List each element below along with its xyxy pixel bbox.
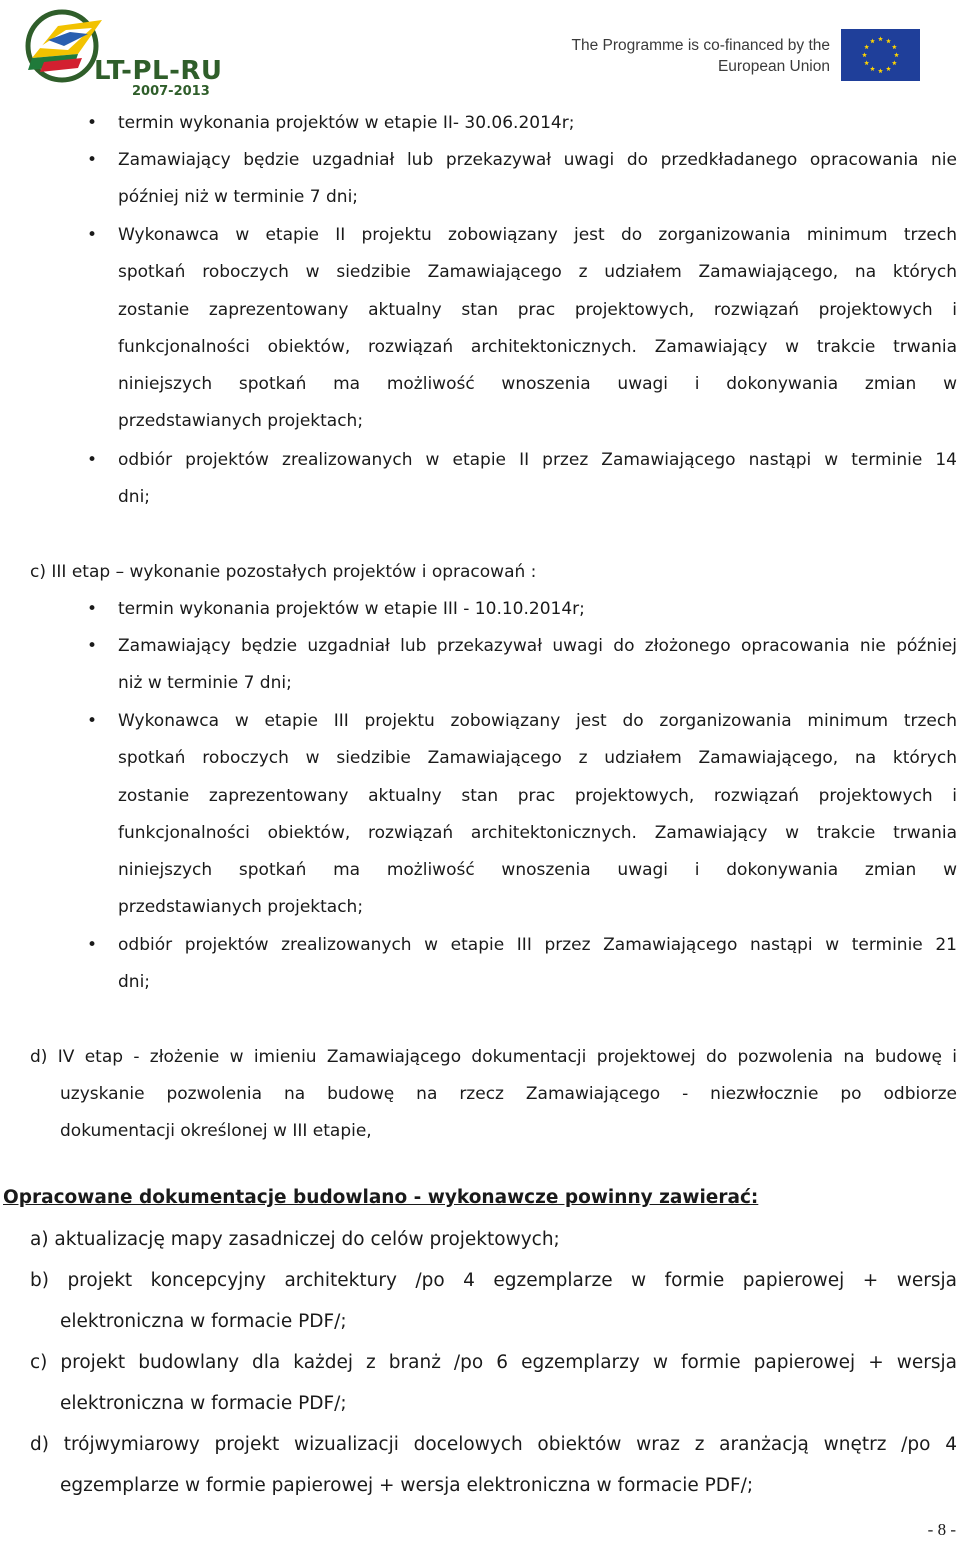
bullet-icon: • [87, 225, 98, 245]
programme-line-2: European Union [717, 58, 830, 75]
list-item-continuation: elektroniczna w formacie PDF/; [60, 1311, 347, 1332]
bullet-icon: • [87, 113, 98, 133]
bullet-icon: • [87, 150, 98, 170]
list-item: • Zamawiający będzie uzgadniał lub przekazywał uwagi do przedkładanego opracowania nie później niż w terminie 7 dni; [118, 142, 957, 217]
bullet-icon: • [87, 636, 98, 656]
list-item: • odbiór projektów zrealizowanych w etapie III przez Zamawiającego nastąpi w terminie 21 dni; [118, 927, 957, 1002]
page-number: - 8 - [927, 1520, 956, 1539]
section-c-title: c) III etap – wykonanie pozostałych projektów i opracowań : [30, 562, 537, 582]
list-item: • Wykonawca w etapie III projektu zobowiązany jest do zorganizowania minimum trzech spotkań roboczych w siedzibie Zamawiającego z udziałem Zamawiającego, na których zostanie zaprezentowany aktualny stan prac projektowych, rozwiązań projektowych i funkcjonalności obiektów, rozwiązań architektonicznych. Zamawiający w trakcie trwania niniejszych spotkań ma możliwość wnoszenia uwagi i dokonywania zmian w przedstawianych projektach; [118, 703, 957, 927]
list-item: • termin wykonania projektów w etapie II- 30.06.2014r; [118, 105, 957, 142]
list-item: • odbiór projektów zrealizowanych w etapie II przez Zamawiającego nastąpi w terminie 14 dni; [118, 442, 957, 517]
list-item: • termin wykonania projektów w etapie III - 10.10.2014r; [118, 591, 957, 628]
list-item: • Wykonawca w etapie II projektu zobowiązany jest do zorganizowania minimum trzech spotkań roboczych w siedzibie Zamawiającego z udziałem Zamawiającego, na których zostanie zaprezentowany aktualny stan prac projektowych, rozwiązań projektowych i funkcjonalności obiektów, rozwiązań architektonicznych. Zamawiający w trakcie trwania niniejszych spotkań ma możliwość wnoszenia uwagi i dokonywania zmian w przedstawianych projektach; [118, 217, 957, 441]
list-item: a) aktualizację mapy zasadniczej do celów projektowych; [30, 1229, 560, 1250]
logo-years: 2007-2013 [132, 84, 210, 99]
logo-text: LT-PL-RU [94, 56, 223, 86]
section-d-line-1: d) IV etap - złożenie w imieniu Zamawiającego dokumentacji projektowej do pozwolenia na budowę i [30, 1047, 957, 1067]
list-item: c) projekt budowlany dla każdej z branż /po 6 egzemplarzy w formie papierowej + wersja [30, 1352, 957, 1373]
list-item: d) trójwymiarowy projekt wizualizacji docelowych obiektów wraz z aranżacją wnętrz /po 4 [30, 1434, 957, 1455]
list-item-continuation: elektroniczna w formacie PDF/; [60, 1393, 347, 1414]
section-heading: Opracowane dokumentacje budowlano - wykonawcze powinny zawierać: [3, 1187, 759, 1208]
page-header [0, 0, 960, 110]
bullet-icon: • [87, 599, 98, 619]
list-item-continuation: egzemplarze w formie papierowej + wersja elektroniczna w formacie PDF/; [60, 1475, 754, 1496]
section-d-continuation: uzyskanie pozwolenia na budowę na rzecz Zamawiającego - niezwłocznie po odbiorze dokumentacji określonej w III etapie, [60, 1084, 957, 1142]
list-item: • Zamawiający będzie uzgadniał lub przekazywał uwagi do złożonego opracowania nie później niż w terminie 7 dni; [118, 628, 957, 703]
bullet-icon: • [87, 711, 98, 731]
bullet-icon: • [87, 450, 98, 470]
eu-flag-icon [841, 29, 920, 81]
programme-line-1: The Programme is co-financed by the [571, 37, 830, 54]
programme-cofinanced-text [545, 35, 830, 77]
bullet-icon: • [87, 935, 98, 955]
list-item: b) projekt koncepcyjny architektury /po 4 egzemplarze w formie papierowej + wersja [30, 1270, 957, 1291]
